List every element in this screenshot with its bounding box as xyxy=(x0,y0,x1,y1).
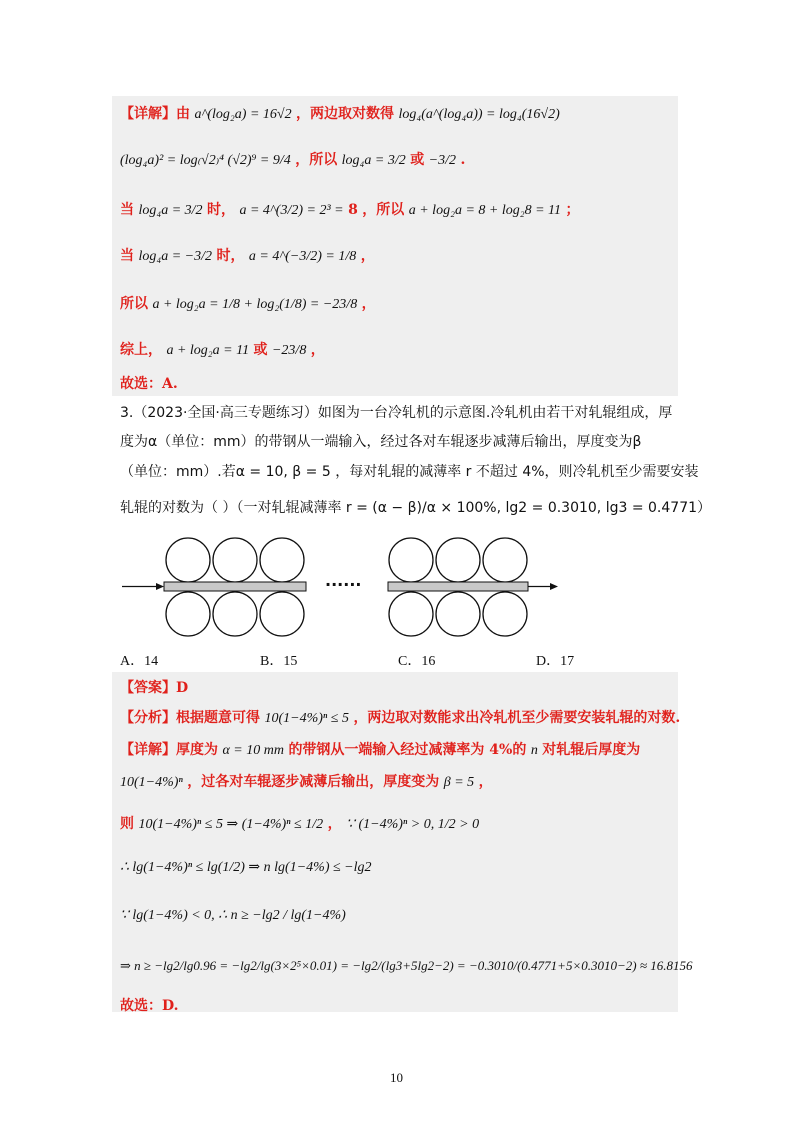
b1-line5: 所以 a + log₂a = 1/8 + log₂(1/8) = −23/8 ， xyxy=(120,296,376,312)
detail-line6: ⇒ n ≥ −lg2/lg0.96 = −lg2/lg(3×2⁵×0.01) = −lg2/(lg3+5lg2−2) = −0.3010/(0.4771+5×0.3010−2) ≈ 16.8156 xyxy=(120,958,693,973)
b1-line3: 当 log₄a = 3/2 时， a = 4^(3/2) = 2³ = 8 ，所以 a + log₂a = 8 + log₂8 = 11 ； xyxy=(120,202,580,218)
detail-line2: 10(1−4%)ⁿ ，过各对车辊逐步减薄后输出，厚度变为 β = 5 ， xyxy=(120,774,493,790)
option-b[interactable]: B．15 xyxy=(260,654,298,669)
detail-line4: ∴ lg(1−4%)ⁿ ≤ lg(1/2) ⇒ n lg(1−4%) ≤ −lg2 xyxy=(120,860,372,875)
roll-top-4 xyxy=(389,538,433,582)
roll-bottom-6 xyxy=(483,592,527,636)
detail-line1: 【详解】厚度为 α = 10 mm 的带钢从一端输入经过减薄率为 4%的 n 对轧辊后厚度为 xyxy=(120,742,641,758)
question-line2: 度为α（单位：mm）的带钢从一端输入，经过各对车辊逐步减薄后输出，厚度变为β xyxy=(120,434,642,450)
roll-bottom-2 xyxy=(213,592,257,636)
b1-line6: 综上， a + log₂a = 11 或 −23/8 ， xyxy=(120,342,325,358)
ellipsis-dots: ······ xyxy=(325,575,362,594)
option-c[interactable]: C．16 xyxy=(398,654,436,669)
detail-line3: 则 10(1−4%)ⁿ ≤ 5 ⇒ (1−4%)ⁿ ≤ 1/2 ， ∵ (1−4%)ⁿ > 0, 1/2 > 0 xyxy=(120,816,480,832)
answer: 【答案】D xyxy=(120,680,189,696)
option-d[interactable]: D．17 xyxy=(536,654,575,669)
page-number: 10 xyxy=(390,1070,403,1085)
roll-top-3 xyxy=(260,538,304,582)
roll-bottom-3 xyxy=(260,592,304,636)
b1-line1: 【详解】由 a^(log₂a) = 16√2 ，两边取对数得 log₄(a^(log₄a)) = log₄(16√2) xyxy=(120,106,560,122)
rolling-mill-diagram xyxy=(118,530,568,642)
detail-conclusion: 故选：D. xyxy=(120,998,179,1014)
roll-top-6 xyxy=(483,538,527,582)
steel-strip-right xyxy=(388,582,528,591)
option-a[interactable]: A．14 xyxy=(120,654,159,669)
roll-bottom-1 xyxy=(166,592,210,636)
question-line1: 3.（2023·全国·高三专题练习）如图为一台冷轧机的示意图.冷轧机由若干对轧辊组成，厚 xyxy=(120,405,673,421)
b1-line2: (log₄a)² = log₍√2₎⁴ (√2)⁹ = 9/4 ，所以 log₄a = 3/2 或 −3/2 . xyxy=(120,152,466,168)
roll-top-2 xyxy=(213,538,257,582)
analysis-line: 【分析】根据题意可得 10(1−4%)ⁿ ≤ 5 ，两边取对数能求出冷轧机至少需要安装轧辊的对数. xyxy=(120,710,681,726)
question-line3: （单位：mm）.若α = 10, β = 5 ，每对轧辊的减薄率 r 不超过 4%，则冷轧机至少需要安装 xyxy=(120,464,699,480)
roll-top-5 xyxy=(436,538,480,582)
detail-line5: ∵ lg(1−4%) < 0, ∴ n ≥ −lg2 / lg(1−4%) xyxy=(120,908,346,923)
roll-bottom-4 xyxy=(389,592,433,636)
roll-top-1 xyxy=(166,538,210,582)
steel-strip-left xyxy=(164,582,306,591)
b1-line4: 当 log₄a = −3/2 时， a = 4^(−3/2) = 1/8 ， xyxy=(120,248,375,264)
b1-line7: 故选：A. xyxy=(120,376,178,392)
roll-bottom-5 xyxy=(436,592,480,636)
question-line4: 轧辊的对数为（ ）（一对轧辊减薄率 r = (α − β)/α × 100%, lg2 = 0.3010, lg3 = 0.4771） xyxy=(120,500,712,516)
